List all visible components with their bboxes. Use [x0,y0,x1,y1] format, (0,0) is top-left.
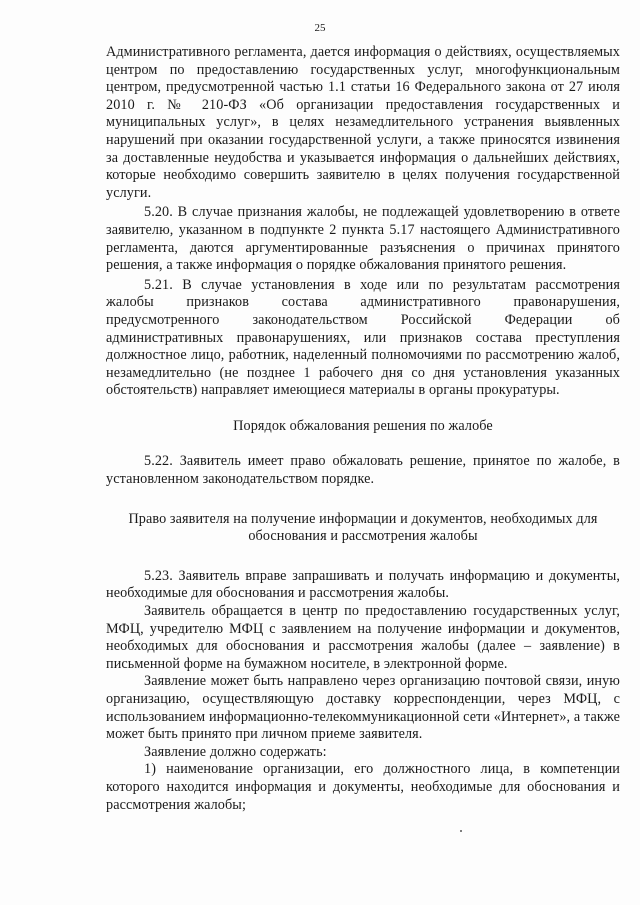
paragraph-5-20: 5.20. В случае признания жалобы, не подлежащей удовлетворению в ответе заявителю, указанном в подпункте 2 пункта 5.17 настоящего Административного регламента, даются аргументированные разъяснения о причинах принятого решения, а также информация о порядке обжалования принятого решения. [106,204,620,274]
paragraph-5-21: 5.21. В случае установления в ходе или по результатам рассмотрения жалобы признаков состава административного правонарушения, предусмотренного законодательством Российской Федерации об административных правонарушениях, или признаков состава преступления должностное лицо, работник, наделенный полномочиями по рассмотрению жалоб, незамедлительно (не позднее 1 рабочего дня со дня установления указанных обстоятельств) направляет имеющиеся материалы в органы прокуратуры. [106,276,620,399]
scan-speck [460,830,462,832]
section-heading-appeal-order: Порядок обжалования решения по жалобе [233,417,493,434]
list-item-1: 1) наименование организации, его должностного лица, в компетенции которого находится информация и документы, необходимые для обоснования и рассмотрения жалобы; [106,761,620,813]
paragraph-continuation: Административного регламента, дается информация о действиях, осуществляемых центром по предоставлению государственных услуг, многофункциональным центром, предусмотренной частью 1.1 статьи 16 Федерального закона от 27 июля 2010 г. № 210-ФЗ «Об организации предоставления государственных и муниципальных услуг», в целях незамедлительного устранения выявленных нарушений при оказании государственной услуги, а также приносятся извинения за доставленные неудобства и указывается информация о дальнейших действиях, которые необходимо совершить заявителю в целях получения государственной услуги. [106,44,620,201]
document-body [106,44,620,814]
paragraph-submission-methods: Заявление может быть направлено через организацию почтовой связи, иную организацию, осуществляющую доставку корреспонденции, через МФЦ, с использованием информационно-телекоммуникационной сети «Интернет», а также может быть принято при личном приеме заявителя. [106,673,620,743]
section-heading-right-to-information: Право заявителя на получение информации и документов, необходимых для обоснования и рассмотрения жалобы [128,510,598,545]
paragraph-applicant-request: Заявитель обращается в центр по предоставлению государственных услуг, МФЦ, учредителю МФЦ с заявлением на получение информации и документов, необходимых для обоснования и рассмотрения жалобы (далее – заявление) в письменной форме на бумажном носителе, в электронной форме. [106,603,620,672]
paragraph-5-23: 5.23. Заявитель вправе запрашивать и получать информацию и документы, необходимые для обоснования и рассмотрения жалобы. [106,567,620,602]
page-number: 25 [314,22,326,34]
paragraph-5-22: 5.22. Заявитель имеет право обжаловать решение, принятое по жалобе, в установленном законодательством порядке. [106,453,620,488]
paragraph-application-contents: Заявление должно содержать: [144,743,327,760]
